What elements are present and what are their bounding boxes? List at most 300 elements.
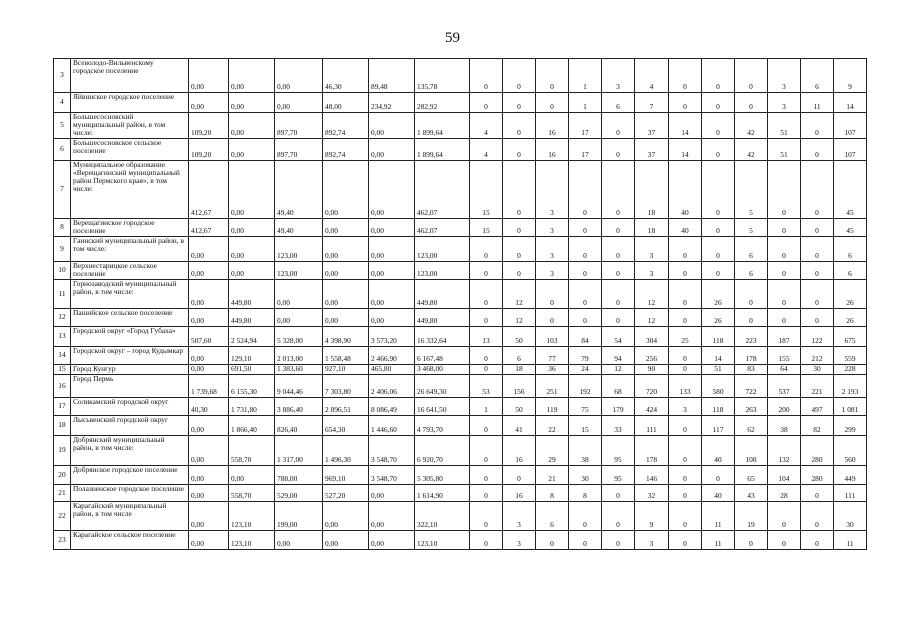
area-value-cell: 0,00: [275, 309, 323, 327]
area-value-cell: 0,00: [189, 262, 229, 280]
area-value-cell: 0,00: [189, 502, 229, 531]
count-cell: 0: [669, 531, 702, 550]
count-cell: 30: [834, 502, 867, 531]
area-value-cell: 2 406,06: [369, 375, 415, 398]
count-cell: 77: [536, 347, 569, 365]
area-value-cell: 0,00: [323, 531, 369, 550]
area-value-cell: 0,00: [229, 161, 275, 219]
area-value-cell: 0,00: [189, 280, 229, 309]
count-cell: 1: [470, 398, 503, 416]
area-value-cell: 462,07: [415, 219, 470, 237]
municipality-name: Карагайский муниципальный район, в том числе: [71, 502, 189, 531]
count-cell: 16: [503, 436, 536, 466]
area-value-cell: 0,00: [229, 113, 275, 139]
area-value-cell: 0,00: [189, 466, 229, 485]
municipality-name: Добрянский муниципальный район, в том числе:: [71, 436, 189, 466]
count-cell: 179: [602, 398, 635, 416]
area-value-cell: 123,10: [229, 531, 275, 550]
count-cell: 32: [635, 485, 669, 502]
count-cell: 0: [503, 237, 536, 262]
count-cell: 16: [503, 485, 536, 502]
count-cell: 6: [735, 237, 768, 262]
row-number: 21: [54, 485, 71, 502]
count-cell: 15: [470, 161, 503, 219]
area-value-cell: 0,00: [229, 139, 275, 161]
count-cell: 0: [602, 219, 635, 237]
count-cell: 0: [536, 59, 569, 93]
area-value-cell: 4 793,70: [415, 416, 470, 436]
count-cell: 0: [470, 502, 503, 531]
count-cell: 45: [834, 161, 867, 219]
area-value-cell: 0,00: [229, 237, 275, 262]
count-cell: 36: [536, 365, 569, 375]
count-cell: 12: [503, 280, 536, 309]
area-value-cell: 449,80: [229, 309, 275, 327]
count-cell: 155: [768, 347, 801, 365]
count-cell: 0: [569, 309, 602, 327]
count-cell: 17: [569, 113, 602, 139]
table-row: [54, 375, 867, 398]
count-cell: 68: [602, 375, 635, 398]
row-number: 17: [54, 398, 71, 416]
count-cell: 720: [635, 375, 669, 398]
count-cell: 84: [569, 327, 602, 347]
area-value-cell: 6 155,30: [229, 375, 275, 398]
count-cell: 13: [470, 327, 503, 347]
count-cell: 6: [834, 237, 867, 262]
area-value-cell: 5 328,00: [275, 327, 323, 347]
count-cell: 82: [801, 416, 834, 436]
count-cell: 17: [569, 139, 602, 161]
area-value-cell: 462,07: [415, 161, 470, 219]
count-cell: 0: [735, 309, 768, 327]
area-value-cell: 9 044,46: [275, 375, 323, 398]
count-cell: 0: [735, 93, 768, 113]
area-value-cell: 123,00: [275, 237, 323, 262]
area-value-cell: 0,00: [369, 237, 415, 262]
municipality-name: Полазненское городское поселение: [71, 485, 189, 502]
count-cell: 0: [768, 237, 801, 262]
count-cell: 3: [503, 502, 536, 531]
area-value-cell: 1 899,64: [415, 113, 470, 139]
count-cell: 50: [503, 327, 536, 347]
count-cell: 28: [768, 485, 801, 502]
count-cell: 0: [801, 237, 834, 262]
municipality-name: Горнозаводский муниципальный район, в том числе:: [71, 280, 189, 309]
count-cell: 156: [503, 375, 536, 398]
count-cell: 0: [669, 309, 702, 327]
count-cell: 0: [669, 262, 702, 280]
count-cell: 111: [834, 485, 867, 502]
count-cell: 19: [735, 502, 768, 531]
area-value-cell: 109,20: [189, 113, 229, 139]
area-value-cell: 691,50: [229, 365, 275, 375]
municipality-name: Большесосновский муниципальный район, в том числе:: [71, 113, 189, 139]
count-cell: 0: [801, 502, 834, 531]
area-value-cell: 558,70: [229, 485, 275, 502]
municipality-name: Лысьвенский городской округ: [71, 416, 189, 436]
area-value-cell: 507,60: [189, 327, 229, 347]
count-cell: 221: [801, 375, 834, 398]
count-cell: 0: [801, 309, 834, 327]
area-value-cell: 2 896,51: [323, 398, 369, 416]
count-cell: 3: [602, 59, 635, 93]
count-cell: 0: [801, 219, 834, 237]
area-value-cell: 0,00: [369, 502, 415, 531]
count-cell: 83: [735, 365, 768, 375]
municipality-name: Город Кунгур: [71, 365, 189, 375]
count-cell: 228: [834, 365, 867, 375]
count-cell: 0: [569, 280, 602, 309]
table-row: [54, 237, 867, 262]
count-cell: 5: [735, 161, 768, 219]
housing-data-table: [53, 58, 867, 550]
count-cell: 0: [470, 280, 503, 309]
area-value-cell: 2 466,90: [369, 347, 415, 365]
count-cell: 6: [602, 93, 635, 113]
count-cell: 0: [669, 237, 702, 262]
count-cell: 3: [635, 531, 669, 550]
area-value-cell: 1 614,90: [415, 485, 470, 502]
count-cell: 14: [669, 139, 702, 161]
count-cell: 0: [669, 502, 702, 531]
area-value-cell: 788,00: [275, 466, 323, 485]
count-cell: 6: [735, 262, 768, 280]
area-value-cell: 0,00: [189, 416, 229, 436]
municipality-name: Большесосновское сельское поселение: [71, 139, 189, 161]
row-number: 8: [54, 219, 71, 237]
area-value-cell: 892,74: [323, 113, 369, 139]
area-value-cell: 0,00: [275, 280, 323, 309]
count-cell: 3: [768, 93, 801, 113]
count-cell: 212: [801, 347, 834, 365]
count-cell: 8: [569, 485, 602, 502]
count-cell: 29: [536, 436, 569, 466]
count-cell: 2 193: [834, 375, 867, 398]
area-value-cell: 4 398,90: [323, 327, 369, 347]
area-value-cell: 46,30: [323, 59, 369, 93]
count-cell: 33: [602, 416, 635, 436]
area-value-cell: 654,30: [323, 416, 369, 436]
count-cell: 119: [536, 398, 569, 416]
area-value-cell: 0,00: [275, 531, 323, 550]
area-value-cell: 558,70: [229, 436, 275, 466]
count-cell: 0: [602, 531, 635, 550]
area-value-cell: 892,74: [323, 139, 369, 161]
table-row: [54, 416, 867, 436]
area-value-cell: 123,10: [229, 502, 275, 531]
count-cell: 4: [635, 59, 669, 93]
row-number: 23: [54, 531, 71, 550]
area-value-cell: 449,80: [229, 280, 275, 309]
area-value-cell: 0,00: [369, 219, 415, 237]
count-cell: 18: [635, 161, 669, 219]
table-row: [54, 398, 867, 416]
count-cell: 6: [503, 347, 536, 365]
area-value-cell: 1 383,60: [275, 365, 323, 375]
table-row: [54, 327, 867, 347]
count-cell: 75: [569, 398, 602, 416]
count-cell: 0: [669, 416, 702, 436]
count-cell: 0: [470, 416, 503, 436]
count-cell: 118: [702, 327, 735, 347]
count-cell: 25: [669, 327, 702, 347]
count-cell: 24: [569, 365, 602, 375]
count-cell: 580: [702, 375, 735, 398]
area-value-cell: 5 305,80: [415, 466, 470, 485]
count-cell: 304: [635, 327, 669, 347]
count-cell: 12: [602, 365, 635, 375]
table-row: [54, 161, 867, 219]
row-number: 22: [54, 502, 71, 531]
row-number: 16: [54, 375, 71, 398]
area-value-cell: 0,00: [369, 485, 415, 502]
row-number: 19: [54, 436, 71, 466]
count-cell: 3: [768, 59, 801, 93]
area-value-cell: 0,00: [323, 502, 369, 531]
area-value-cell: 135,78: [415, 59, 470, 93]
count-cell: 0: [503, 59, 536, 93]
row-number: 15: [54, 365, 71, 375]
area-value-cell: 2 524,94: [229, 327, 275, 347]
area-value-cell: 0,00: [323, 161, 369, 219]
table-row: [54, 280, 867, 309]
area-value-cell: 8 086,49: [369, 398, 415, 416]
count-cell: 0: [569, 161, 602, 219]
area-value-cell: 0,00: [323, 219, 369, 237]
count-cell: 0: [801, 161, 834, 219]
count-cell: 0: [503, 93, 536, 113]
count-cell: 8: [536, 485, 569, 502]
area-value-cell: 1 899,64: [415, 139, 470, 161]
count-cell: 0: [669, 93, 702, 113]
count-cell: 0: [768, 502, 801, 531]
municipality-name: Карагайское сельское поселение: [71, 531, 189, 550]
municipality-name: Верещагинское городское поселение: [71, 219, 189, 237]
area-value-cell: 0,00: [275, 59, 323, 93]
count-cell: 0: [801, 262, 834, 280]
count-cell: 200: [768, 398, 801, 416]
count-cell: 722: [735, 375, 768, 398]
page-number: 59: [445, 30, 460, 46]
area-value-cell: 0,00: [189, 237, 229, 262]
count-cell: 0: [470, 59, 503, 93]
count-cell: 12: [635, 309, 669, 327]
count-cell: 0: [702, 93, 735, 113]
count-cell: 0: [602, 502, 635, 531]
count-cell: 223: [735, 327, 768, 347]
area-value-cell: 7 303,80: [323, 375, 369, 398]
row-number: 5: [54, 113, 71, 139]
count-cell: 26: [834, 280, 867, 309]
count-cell: 497: [801, 398, 834, 416]
area-value-cell: 0,00: [323, 280, 369, 309]
count-cell: 15: [569, 416, 602, 436]
row-number: 10: [54, 262, 71, 280]
municipality-name: Верхнестарицкое сельское поселение: [71, 262, 189, 280]
count-cell: 537: [768, 375, 801, 398]
count-cell: 0: [503, 262, 536, 280]
area-value-cell: 6 920,70: [415, 436, 470, 466]
count-cell: 4: [470, 113, 503, 139]
count-cell: 0: [735, 59, 768, 93]
area-value-cell: 0,00: [189, 309, 229, 327]
count-cell: 21: [536, 466, 569, 485]
count-cell: 0: [536, 531, 569, 550]
area-value-cell: 0,00: [369, 262, 415, 280]
count-cell: 103: [536, 327, 569, 347]
count-cell: 26: [702, 280, 735, 309]
row-number: 20: [54, 466, 71, 485]
area-value-cell: 123,10: [415, 531, 470, 550]
area-value-cell: 3 886,40: [275, 398, 323, 416]
count-cell: 6: [801, 59, 834, 93]
count-cell: 118: [702, 398, 735, 416]
count-cell: 187: [768, 327, 801, 347]
count-cell: 0: [470, 485, 503, 502]
count-cell: 0: [702, 59, 735, 93]
count-cell: 117: [702, 416, 735, 436]
count-cell: 0: [702, 237, 735, 262]
count-cell: 9: [635, 502, 669, 531]
count-cell: 107: [834, 113, 867, 139]
count-cell: 0: [801, 139, 834, 161]
count-cell: 0: [569, 219, 602, 237]
row-number: 14: [54, 347, 71, 365]
count-cell: 0: [669, 485, 702, 502]
count-cell: 0: [768, 309, 801, 327]
row-number: 13: [54, 327, 71, 347]
count-cell: 0: [702, 113, 735, 139]
count-cell: 0: [702, 139, 735, 161]
count-cell: 0: [669, 365, 702, 375]
count-cell: 0: [768, 280, 801, 309]
area-value-cell: 0,00: [275, 93, 323, 113]
table-row: [54, 485, 867, 502]
area-value-cell: 897,70: [275, 113, 323, 139]
count-cell: 15: [470, 219, 503, 237]
table-row: [54, 436, 867, 466]
count-cell: 5: [735, 219, 768, 237]
count-cell: 16: [536, 113, 569, 139]
count-cell: 53: [470, 375, 503, 398]
count-cell: 1 081: [834, 398, 867, 416]
count-cell: 40: [669, 161, 702, 219]
count-cell: 0: [735, 280, 768, 309]
count-cell: 0: [669, 436, 702, 466]
table-row: [54, 466, 867, 485]
count-cell: 14: [834, 93, 867, 113]
area-value-cell: 0,00: [189, 365, 229, 375]
area-value-cell: 1 496,30: [323, 436, 369, 466]
table-row: [54, 113, 867, 139]
count-cell: 0: [768, 531, 801, 550]
count-cell: 14: [669, 113, 702, 139]
count-cell: 280: [801, 466, 834, 485]
area-value-cell: 16 332,64: [415, 327, 470, 347]
count-cell: 0: [536, 280, 569, 309]
area-value-cell: 109,20: [189, 139, 229, 161]
count-cell: 51: [768, 139, 801, 161]
count-cell: 0: [470, 93, 503, 113]
table-row: [54, 93, 867, 113]
count-cell: 94: [602, 347, 635, 365]
table-row: [54, 502, 867, 531]
row-number: 11: [54, 280, 71, 309]
count-cell: 0: [470, 237, 503, 262]
count-cell: 0: [768, 219, 801, 237]
count-cell: 11: [801, 93, 834, 113]
count-cell: 38: [768, 416, 801, 436]
count-cell: 0: [702, 466, 735, 485]
area-value-cell: 123,00: [415, 237, 470, 262]
area-value-cell: 0,00: [229, 59, 275, 93]
count-cell: 263: [735, 398, 768, 416]
row-number: 12: [54, 309, 71, 327]
count-cell: 132: [768, 436, 801, 466]
count-cell: 0: [470, 436, 503, 466]
area-value-cell: 0,00: [369, 531, 415, 550]
count-cell: 6: [834, 262, 867, 280]
count-cell: 45: [834, 219, 867, 237]
count-cell: 133: [669, 375, 702, 398]
area-value-cell: 322,10: [415, 502, 470, 531]
area-value-cell: 465,80: [369, 365, 415, 375]
count-cell: 41: [503, 416, 536, 436]
municipality-name: Городской округ – город Кудымкар: [71, 347, 189, 365]
count-cell: 0: [602, 262, 635, 280]
count-cell: 1: [569, 93, 602, 113]
count-cell: 0: [801, 485, 834, 502]
count-cell: 3: [669, 398, 702, 416]
count-cell: 256: [635, 347, 669, 365]
count-cell: 9: [834, 59, 867, 93]
count-cell: 0: [602, 113, 635, 139]
row-number: 6: [54, 139, 71, 161]
area-value-cell: 1 731,80: [229, 398, 275, 416]
count-cell: 18: [503, 365, 536, 375]
table-row: [54, 309, 867, 327]
count-cell: 30: [569, 466, 602, 485]
count-cell: 42: [735, 139, 768, 161]
count-cell: 0: [503, 466, 536, 485]
count-cell: 38: [569, 436, 602, 466]
count-cell: 559: [834, 347, 867, 365]
count-cell: 30: [801, 365, 834, 375]
area-value-cell: 0,00: [369, 139, 415, 161]
area-value-cell: 282,92: [415, 93, 470, 113]
area-value-cell: 527,20: [323, 485, 369, 502]
count-cell: 3: [503, 531, 536, 550]
count-cell: 0: [503, 139, 536, 161]
count-cell: 51: [702, 365, 735, 375]
area-value-cell: 49,40: [275, 161, 323, 219]
count-cell: 42: [735, 113, 768, 139]
area-value-cell: 26 649,30: [415, 375, 470, 398]
count-cell: 0: [669, 59, 702, 93]
count-cell: 0: [702, 219, 735, 237]
count-cell: 424: [635, 398, 669, 416]
count-cell: 95: [602, 466, 635, 485]
area-value-cell: 927,10: [323, 365, 369, 375]
count-cell: 0: [669, 466, 702, 485]
table-row: [54, 365, 867, 375]
count-cell: 90: [635, 365, 669, 375]
count-cell: 37: [635, 139, 669, 161]
area-value-cell: 129,10: [229, 347, 275, 365]
area-value-cell: 0,00: [229, 93, 275, 113]
municipality-name: Город Пермь: [71, 375, 189, 398]
